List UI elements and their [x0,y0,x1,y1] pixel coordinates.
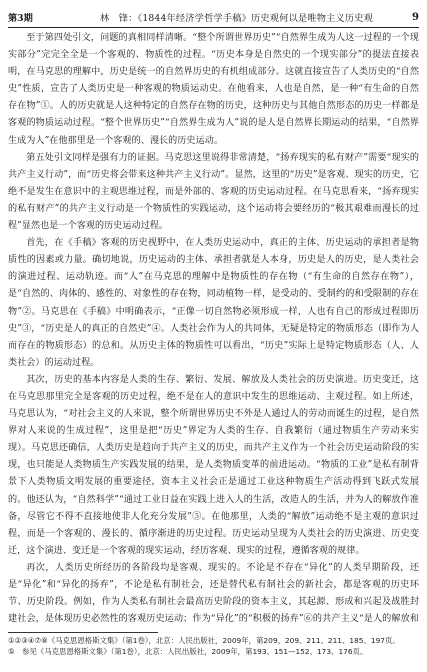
footnote: ⑤ 参见《马克思恩格斯文集》（第1卷），北京：人民出版社，2009年，第193、151—152、173、176页。 [8,646,368,656]
paragraph: 第五处引文同样是强有力的证据。马克思这里说得非常清楚，“扬弃现实的私有财产”需要“现实的共产主义行动”，而“历史将会带来这种共产主义行动”。显然，这里的“历史”是客观、现实的历史，它绝不是发生在意识中的主观思维过程，而是外部的、客观的历史运动过程。在马克思看来，“扬弃现实的私有财产”的共产主义行动是一个物质性的实践运动，这个运动将会要经历的“极其艰难而漫长的过程”显然也是一个客观的历史运动过程。 [8,152,419,232]
issue-number: 第3期 [8,13,33,24]
footnotes [8,636,419,657]
running-title: 林 锋：《1844年经济学哲学手稿》历史观何以是唯物主义历史观 [100,13,374,24]
footnote-divider [8,632,158,633]
page-number: 9 [412,11,419,23]
footnote: ①②③④⑦⑧《马克思恩格斯文集》（第1卷），北京：人民出版社，2009年，第209、209、211、211、185、197页。 [8,636,400,645]
paragraph: 再次，人类历史所经历的各阶段均是客观、现实的。不论是不存在“异化”的人类早期阶段，还是“异化”和“异化的扬弃”，不论是私有制社会，还是替代私有制社会的新社会，都是客观的历史环节、历史阶段。例如，作为人类私有制社会最高历史阶段的资本主义，其起源、形成和兴起及战胜封建社会，是体现历史必然性的客观历史运动；作为“异化”的“积极的扬弃”⑥的共产主义“是人的解放和 [8,562,419,625]
page-header [8,10,419,28]
paragraph: 其次，历史的基本内容是人类的生存、繁衍、发展、解放及人类社会的历史演进。历史变迁，这在马克思那里完全是客观的历史过程，绝不是在人的意识中发生的思维运动、主观过程。如上所述，马克思认为，“对社会主义的人来说，整个所谓世界历史不外是人通过人的劳动而诞生的过程，是自然界对人来说的生成过程”，这里是把“历史”界定为人类的生存、自我繁衍（通过物质生产劳动来实现）。马克思还确信，人类历史是趋向于共产主义的历史，而共产主义作为一个社会历史运动阶段的实现，也只能是人类物质生产实践发展的结果，是人类物质变革的前进运动。“物质的工业”是私有制背景下人类物质文明发展的重要途径，资本主义社会正是通过工业这种物质生产活动得到飞跃式发展的。他还认为，“自然科学”“通过工业日益在实践上进入人的生活，改造人的生活，并为人的解放作准备，尽管它不得不直接地使非人化充分发展”⑤。在他那里，人类的“解放”运动绝不是主观的意识过程，而是一个客观的、漫长的、循序渐进的历史过程。历史运动呈现为人类社会的历史演进、历史变迁，这个演进、变迁是一个客观的现实运动，经历客观、现实的过程，遵循客观的规律。 [8,374,419,556]
body-text [8,30,419,628]
paragraph: 至于第四处引文，问题的真相同样清晰。“整个所谓世界历史”“自然界生成为人这一过程的一个现实部分”完完全全是一个客观的、物质性的过程。“历史本身是自然史的一个现实部分”的提法直接表明，在马克思的理解中，历史是统一的自然界历史的有机组成部分。这就直接宣告了人类历史的“自然史”性质，宣告了人类历史是一种客观的物质运动史。在他看来，人也是自然，是一种“有生命的自然存在物”①。人的历史就是人这种特定的自然存在物的历史，这种历史与其他自然形态的历史一样都是客观的物质运动过程。“整个世界历史”“自然界生成为人”说的是人是自然界长期运动的结果，“自然界生成为人”在他那里是一个客观的、漫长的历史运动。 [8,33,419,146]
paragraph: 首先，在《手稿》客观的历史视野中，在人类历史运动中，真正的主体、历史运动的承担者是物质性的因素或力量。确切地说，历史运动的主体、承担者就是人本身，历史是人的历史，是人类社会的演进过程、运动轨迹。而“人”在马克思的理解中是物质性的存在物（“有生命的自然存在物”），是“自然的、肉体的、感性的、对象性的存在物，同动植物一样，是受动的、受制约的和受限制的存在物”②。马克思在《手稿》中明确表示，“正像一切自然物必须形成一样，人也有自己的形成过程即历史”③，“历史是人的真正的自然史”④。人类社会作为人的共同体，无疑是特定的物质形态（即作为人而存在的物质形态）的总和。从历史主体的物质性可以看出，“历史”实际上是特定物质形态（人、人类社会）的运动过程。 [8,238,419,368]
